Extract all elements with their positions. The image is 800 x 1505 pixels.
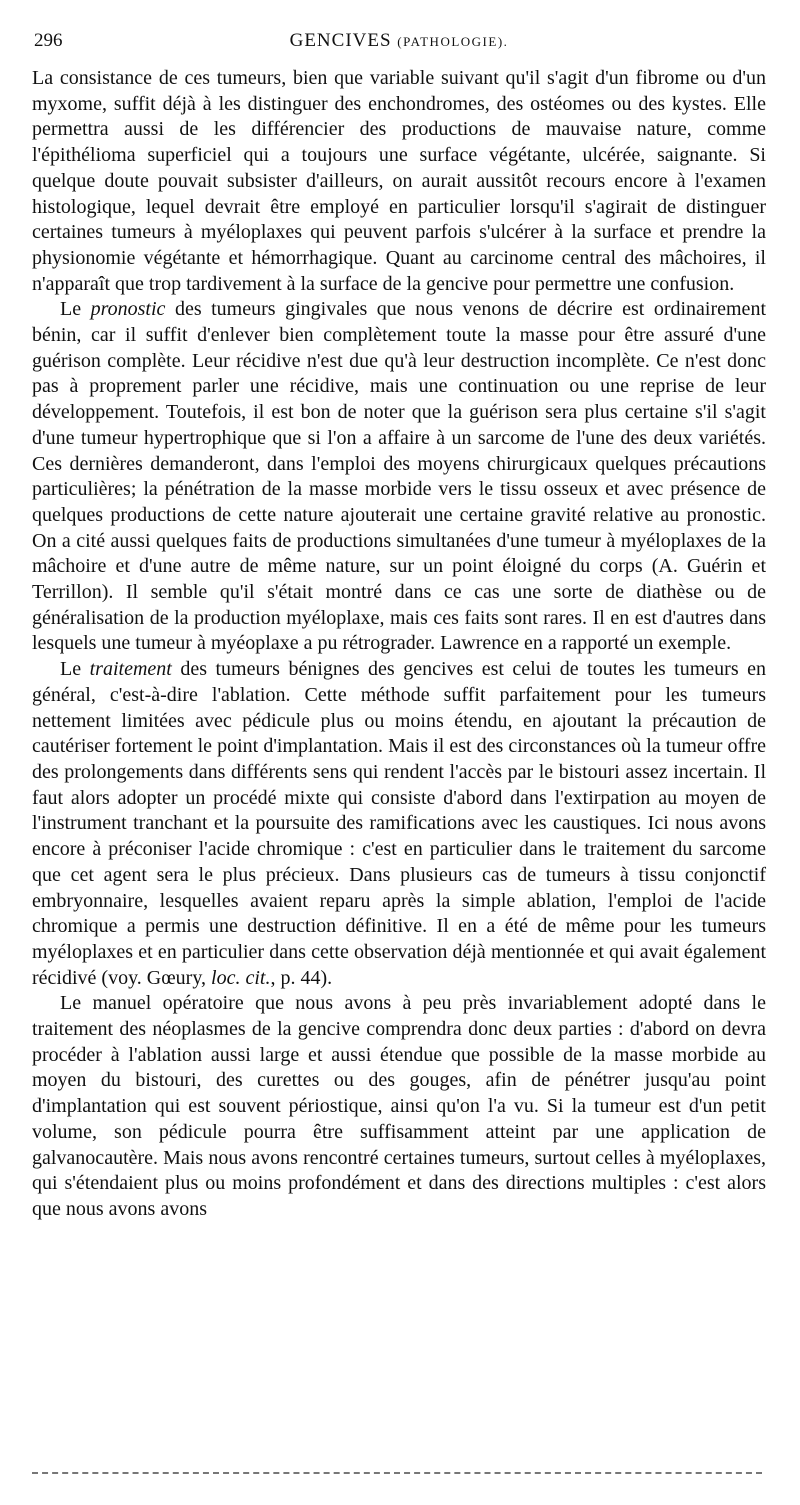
- section-term-traitement: traitement: [89, 658, 172, 681]
- paragraph-manuel-operatoire: Le manuel opératoire que nous avons à peu près invariablement adopté dans le traitement des néoplasmes de la gencive comprendra donc deux parties : d'abord on devra procéder à l'ablation aussi large et aussi étendue que possible de la masse morbide au moyen du bistouri, des curettes ou des gouges, afin de pénétrer jusqu'au point d'implantation qui est souvent périostique, ainsi qu'on l'a vu. Si la tumeur est d'un petit volume, son pédicule pourra être suffisamment atteint par une application de galvanocautère. Mais nous avons rencontré certaines tumeurs, surtout celles à myéloplaxes, qui s'étendaient plus ou moins profondément et dans des directions multiples : c'est alors que nous avons avons: [32, 992, 766, 1220]
- body-text: [32, 66, 766, 1223]
- section-term-pronostic: pronostic: [90, 298, 166, 321]
- paragraph-body: des tumeurs gingivales que nous venons de décrire est ordinairement bénin, car il suffit d'enlever bien complètement toute la masse pour être assuré d'une guérison complète. Leur récidive n'est due qu'à leur destruction incomplète. Ce n'est donc pas à proprement parler une récidive, mais une continuation ou une reprise de leur développement. Toutefois, il est bon de noter que la guérison sera plus certaine s'il s'agit d'une tumeur hypertrophique que si l'on a affaire à un sarcome de l'une des deux variétés. Ces dernières demanderont, dans l'emploi des moyens chirurgicaux quelques précautions particulières; la pénétration de la masse morbide vers le tissu osseux et avec présence de quelques productions de cette nature ajouterait une certaine gravité relative au pronostic. On a cité aussi quelques faits de productions simultanées d'une tumeur à myéloplaxes de la mâchoire et d'une autre de même nature, sur un point éloigné du corps (A. Guérin et Terrillon). Il semble qu'il s'était montré dans ce cas une sorte de diathèse ou de généralisation de la production myéloplaxe, mais ces faits sont rares. Il en est d'autres dans lesquels une tumeur à myéoplaxe a pu rétrograder. Lawrence en a rapporté un exemple.: [32, 298, 766, 655]
- paragraph-consistance: La consistance de ces tumeurs, bien que variable suivant qu'il s'agit d'un fibrome ou d'un myxome, suffit déjà à les distinguer des enchondromes, des ostéomes ou des kystes. Elle permettra aussi de les différencier des productions de mauvaise nature, comme l'épithélioma superficiel qui a toujours une surface végétante, ulcérée, saignante. Si quelque doute pouvait subsister d'ailleurs, on aurait aussitôt recours encore à l'examen histologique, lequel devrait être employé en particulier lorsqu'il s'agirait de distinguer certaines tumeurs à myéloplaxes qui peuvent parfois s'ulcérer à la surface et prendre la physionomie végétante et hémorrhagique. Quant au carcinome central des mâchoires, il n'apparaît que trop tardivement à la surface de la gencive pour permettre une confusion.: [32, 67, 766, 295]
- running-head: [32, 28, 766, 54]
- footer-rule: [32, 1472, 762, 1474]
- page-number: 296: [34, 30, 63, 51]
- paragraph-traitement: [32, 657, 766, 991]
- citation-page: , p. 44).: [270, 966, 333, 989]
- paragraph-lead: Le: [60, 298, 91, 321]
- running-title-sub: (PATHOLOGIE).: [397, 34, 509, 49]
- running-title-main: GENCIVES: [289, 30, 392, 51]
- paragraph-pronostic: [32, 297, 766, 657]
- paragraph-body: des tumeurs bénignes des gencives est celui de toutes les tumeurs en général, c'est-à-dire l'ablation. Cette méthode suffit parfaitement pour les tumeurs nettement limitées avec pédicule plus ou moins étendu, en ajoutant la précaution de cautériser fortement le point d'implantation. Mais il est des circonstances où la tumeur offre des prolongements dans différents sens qui rendent l'accès par le bistouri assez incertain. Il faut alors adopter un procédé mixte qui consiste d'abord dans l'extirpation au moyen de l'instrument tranchant et la poursuite des ramifications avec les caustiques. Ici nous avons encore à préconiser l'acide chromique : c'est en particulier dans le traitement du sarcome que cet agent sera le plus précieux. Dans plusieurs cas de tumeurs à tissu conjonctif embryonnaire, lesquelles avaient reparu après la simple ablation, l'emploi de l'acide chromique a permis une destruction définitive. Il en a été de même pour les tumeurs myéloplaxes et en particulier dans cette observation déjà mentionnée et qui avait également récidivé (voy. Gœury,: [32, 658, 766, 989]
- citation-loc-cit: loc. cit.: [211, 966, 271, 989]
- paragraph-lead: Le: [60, 658, 90, 681]
- running-title: [32, 28, 766, 55]
- document-page: [32, 28, 766, 1223]
